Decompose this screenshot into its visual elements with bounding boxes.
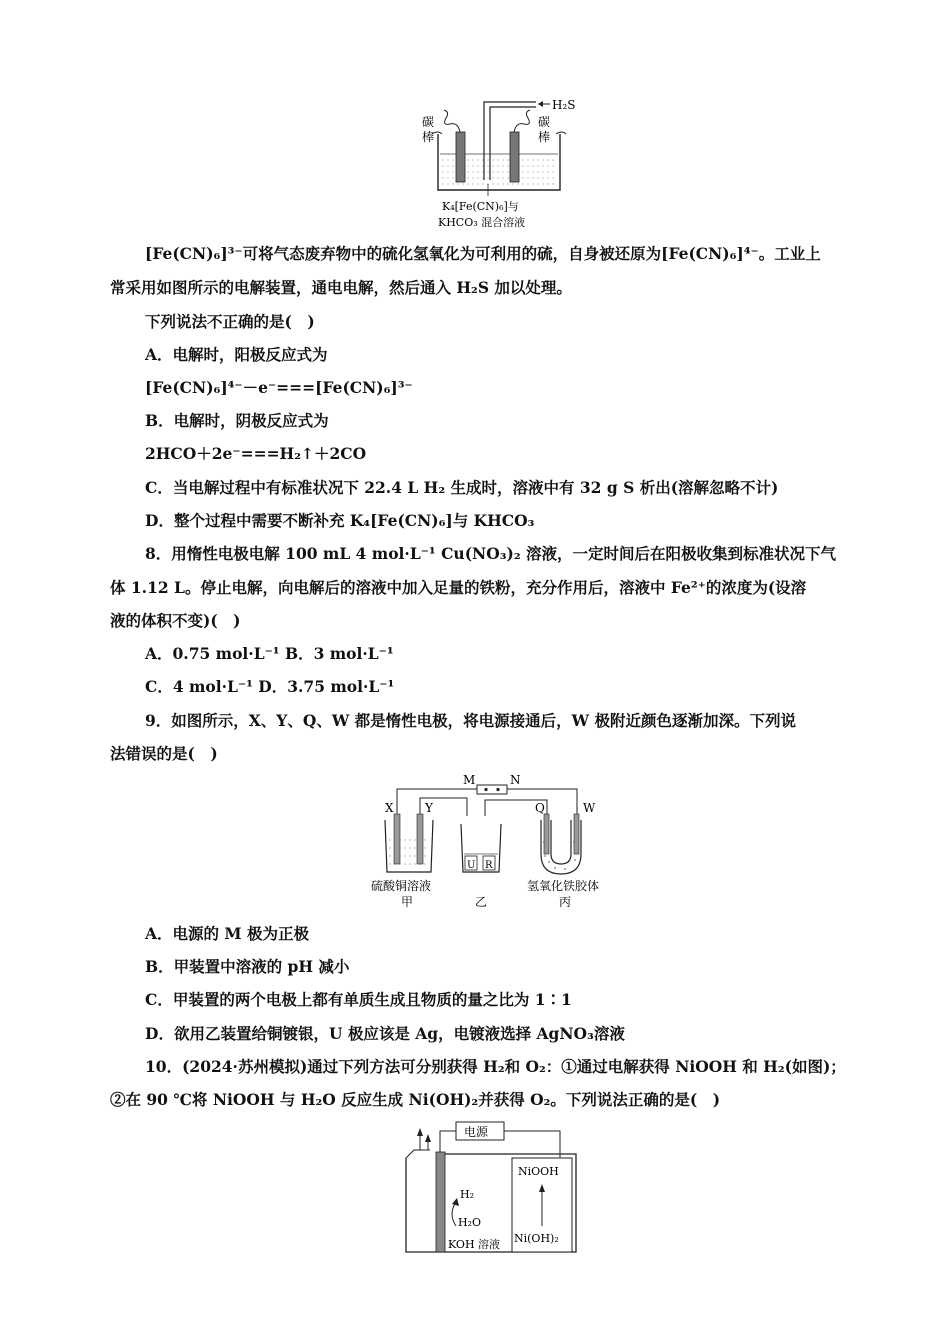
q7-intro-2: 常采用如图所示的电解装置，通电电解，然后通入 H₂S 加以处理。 <box>110 278 572 297</box>
label-bing: 丙 <box>559 895 572 909</box>
power-label: 电源 <box>464 1125 489 1139</box>
gas-label: H₂S <box>552 98 576 112</box>
q8-options-cd: C．4 mol·L⁻¹ D．3.75 mol·L⁻¹ <box>145 677 395 696</box>
right-rod-label-top: 碳 <box>538 115 551 129</box>
q7-option-a-label: A．电解时，阳极反应式为 <box>145 345 328 364</box>
solution-bing: 氢氧化铁胶体 <box>527 879 600 893</box>
left-rod-label-bottom: 棒 <box>422 130 435 144</box>
q7-option-c: C．当电解过程中有标准状况下 22.4 L H₂ 生成时，溶液中有 32 g S 析出(溶解忽略不计) <box>145 478 779 497</box>
figure-three-cells <box>365 770 625 912</box>
solution-jia: 硫酸铜溶液 <box>371 879 432 893</box>
q8-line-1: 8．用惰性电极电解 100 mL 4 mol·L⁻¹ Cu(NO₃)₂ 溶液，一定时间后在阳极收集到标准状况下气 <box>145 544 837 563</box>
label-Y: Y <box>425 801 433 815</box>
label-Q: Q <box>535 801 545 815</box>
solution-label-1: K₄[Fe(CN)₆]与 <box>442 200 519 213</box>
label-U: U <box>467 860 476 871</box>
nickel-top-label: NiOOH <box>518 1165 559 1178</box>
left-rod-label-top: 碳 <box>422 115 435 129</box>
q7-question: 下列说法不正确的是( ) <box>145 312 315 331</box>
left-carbon-rod <box>456 132 465 182</box>
q7-option-d: D．整个过程中需要不断补充 K₄[Fe(CN)₆]与 KHCO₃ <box>145 511 535 530</box>
figure-nickel-electrolysis <box>400 1118 590 1256</box>
q9-option-c: C．甲装置的两个电极上都有单质生成且物质的量之比为 1∶1 <box>145 990 572 1009</box>
koh-label: KOH 溶液 <box>448 1238 501 1251</box>
q9-line-2: 法错误的是( ) <box>110 744 218 763</box>
label-jia: 甲 <box>401 895 414 909</box>
label-yi: 乙 <box>475 895 488 909</box>
right-rod-label-bottom: 棒 <box>538 130 551 144</box>
figure-h2s-electrolysis <box>410 92 590 232</box>
right-carbon-rod <box>510 132 519 182</box>
label-M: M <box>463 773 476 787</box>
q7-option-b-equation: 2HCO＋2e⁻===H₂↑＋2CO <box>145 444 367 463</box>
h2-label: H₂ <box>460 1188 475 1201</box>
q8-line-2: 体 1.12 L。停止电解，向电解后的溶液中加入足量的铁粉，充分作用后，溶液中 Fe²⁺的浓度为(设溶 <box>110 578 807 597</box>
q7-option-a-equation: [Fe(CN)₆]⁴⁻－e⁻===[Fe(CN)₆]³⁻ <box>145 378 413 397</box>
solution-label-2: KHCO₃ 混合溶液 <box>438 216 526 229</box>
label-W: W <box>583 801 596 815</box>
label-R: R <box>485 860 493 871</box>
h2o-label: H₂O <box>458 1216 482 1229</box>
nickel-bottom-label: Ni(OH)₂ <box>514 1232 559 1245</box>
q10-line-1: 10．(2024·苏州模拟)通过下列方法可分别获得 H₂和 O₂：①通过电解获得 NiOOH 和 H₂(如图)； <box>145 1057 846 1076</box>
q9-option-b: B．甲装置中溶液的 pH 减小 <box>145 957 350 976</box>
label-X: X <box>385 801 394 815</box>
q9-option-a: A．电源的 M 极为正极 <box>145 924 309 943</box>
q9-line-1: 9．如图所示，X、Y、Q、W 都是惰性电极，将电源接通后，W 极附近颜色逐渐加深。下列说 <box>145 711 796 730</box>
power-source <box>477 785 507 794</box>
q10-line-2: ②在 90 ℃将 NiOOH 与 H₂O 反应生成 Ni(OH)₂并获得 O₂。下列说法正确的是( ) <box>110 1090 721 1109</box>
q8-line-3: 液的体积不变)( ) <box>110 611 241 630</box>
label-N: N <box>510 773 521 787</box>
q9-option-d: D．欲用乙装置给铜镀银，U 极应该是 Ag，电镀液选择 AgNO₃溶液 <box>145 1024 625 1043</box>
q7-option-b-label: B．电解时，阴极反应式为 <box>145 411 329 430</box>
q8-options-ab: A．0.75 mol·L⁻¹ B．3 mol·L⁻¹ <box>145 644 394 663</box>
cathode <box>436 1152 445 1252</box>
q7-intro-1: [Fe(CN)₆]³⁻可将气态废弃物中的硫化氢氧化为可利用的硫，自身被还原为[Fe(CN)₆]⁴⁻。工业上 <box>145 244 821 263</box>
